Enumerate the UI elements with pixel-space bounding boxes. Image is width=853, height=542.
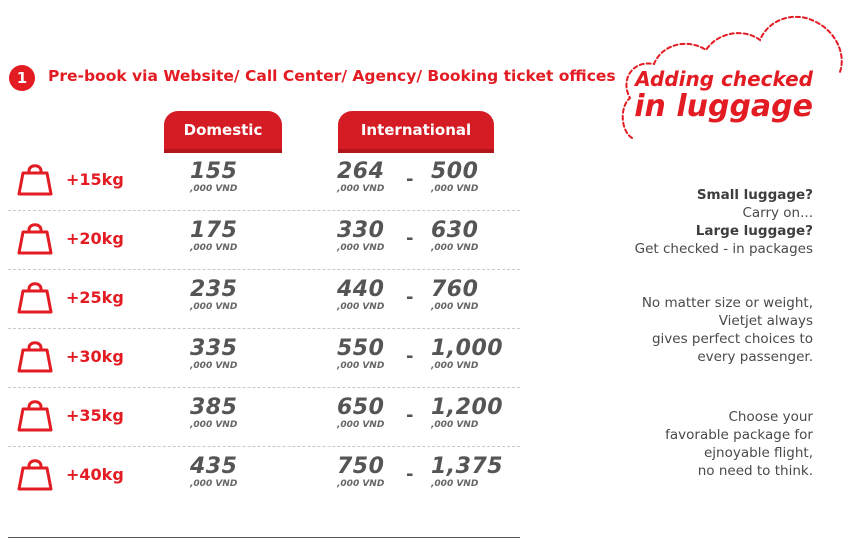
price-unit: ,000 VND — [431, 243, 479, 253]
luggage-bag-icon — [16, 220, 54, 256]
domestic-price-value: 235 — [190, 277, 238, 302]
domestic-price — [190, 220, 237, 253]
weight-label: +20kg — [66, 229, 124, 248]
domestic-price-value: 435 — [190, 454, 238, 479]
international-max-value: 760 — [431, 277, 479, 302]
small-luggage-question: Small luggage? — [696, 187, 813, 203]
international-max-value: 500 — [431, 159, 479, 184]
range-dash: - — [406, 228, 414, 249]
price-unit: ,000 VND — [431, 184, 479, 194]
luggage-bag-icon — [16, 161, 54, 197]
international-price-max — [431, 338, 503, 371]
paragraph-line: gives perfect choices to — [651, 331, 813, 347]
price-unit: ,000 VND — [190, 184, 238, 194]
paragraph-line: favorable package for — [665, 427, 813, 443]
luggage-tip — [635, 186, 813, 258]
large-luggage-question: Large luggage? — [695, 223, 813, 239]
table-row — [0, 270, 520, 329]
weight-label: +15kg — [66, 170, 124, 189]
domestic-price-value: 155 — [190, 159, 238, 184]
table-row — [0, 211, 520, 270]
international-min-value: 650 — [337, 395, 385, 420]
choose-package-paragraph — [665, 408, 813, 480]
international-max-value: 630 — [431, 218, 479, 243]
international-price-max — [431, 220, 478, 253]
step-title: Pre-book via Website/ Call Center/ Agency/ Booking ticket offices — [48, 67, 616, 85]
weight-label: +35kg — [66, 406, 124, 425]
international-min-value: 440 — [337, 277, 385, 302]
step-number-badge: 1 — [9, 65, 35, 91]
price-unit: ,000 VND — [190, 420, 238, 430]
international-price-min — [337, 161, 384, 194]
domestic-column-header: Domestic — [164, 111, 282, 153]
international-min-value: 750 — [337, 454, 385, 479]
domestic-price — [190, 456, 237, 489]
international-max-value: 1,200 — [431, 395, 504, 420]
price-unit: ,000 VND — [431, 420, 479, 430]
weight-label: +25kg — [66, 288, 124, 307]
domestic-price — [190, 338, 237, 371]
international-price-max — [431, 161, 478, 194]
domestic-price-value: 385 — [190, 395, 238, 420]
international-max-value: 1,375 — [431, 454, 504, 479]
price-unit: ,000 VND — [337, 184, 385, 194]
price-unit: ,000 VND — [190, 243, 238, 253]
range-dash: - — [406, 346, 414, 367]
price-unit: ,000 VND — [431, 361, 479, 371]
domestic-price — [190, 161, 237, 194]
weight-label: +40kg — [66, 465, 124, 484]
international-price-max — [431, 397, 503, 430]
weight-label: +30kg — [66, 347, 124, 366]
table-row — [0, 152, 520, 211]
cloud-title-line2: in luggage — [634, 89, 813, 124]
range-dash: - — [406, 169, 414, 190]
international-price-min — [337, 279, 384, 312]
international-min-value: 264 — [337, 159, 385, 184]
table-bottom-rule — [8, 537, 520, 538]
luggage-bag-icon — [16, 338, 54, 374]
small-luggage-answer: Carry on... — [742, 205, 813, 221]
large-luggage-answer: Get checked - in packages — [634, 241, 813, 257]
domestic-price — [190, 279, 237, 312]
range-dash: - — [406, 287, 414, 308]
luggage-bag-icon — [16, 279, 54, 315]
luggage-bag-icon — [16, 456, 54, 492]
price-unit: ,000 VND — [431, 479, 479, 489]
price-unit: ,000 VND — [190, 361, 238, 371]
price-unit: ,000 VND — [190, 302, 238, 312]
table-row — [0, 388, 520, 447]
international-min-value: 330 — [337, 218, 385, 243]
price-unit: ,000 VND — [337, 302, 385, 312]
price-unit: ,000 VND — [337, 420, 385, 430]
international-price-min — [337, 338, 384, 371]
range-dash: - — [406, 405, 414, 426]
price-unit: ,000 VND — [431, 302, 479, 312]
cloud-title — [634, 69, 813, 122]
international-price-max — [431, 456, 503, 489]
price-unit: ,000 VND — [337, 479, 385, 489]
international-price-min — [337, 456, 384, 489]
luggage-bag-icon — [16, 397, 54, 433]
paragraph-line: every passenger. — [697, 349, 813, 365]
range-dash: - — [406, 464, 414, 485]
international-max-value: 1,000 — [431, 336, 504, 361]
paragraph-line: no need to think. — [697, 463, 813, 479]
size-weight-paragraph — [642, 294, 813, 366]
domestic-price-value: 335 — [190, 336, 238, 361]
paragraph-line: No matter size or weight, — [641, 295, 813, 311]
cloud-title-line1: Adding checked — [635, 67, 813, 91]
paragraph-line: Vietjet always — [718, 313, 813, 329]
price-unit: ,000 VND — [190, 479, 238, 489]
price-unit: ,000 VND — [337, 243, 385, 253]
domestic-price — [190, 397, 237, 430]
international-column-header: International — [338, 111, 494, 153]
international-price-max — [431, 279, 478, 312]
domestic-price-value: 175 — [190, 218, 238, 243]
international-price-min — [337, 220, 384, 253]
table-row — [0, 329, 520, 388]
paragraph-line: Choose your — [728, 409, 813, 425]
international-price-min — [337, 397, 384, 430]
international-min-value: 550 — [337, 336, 385, 361]
paragraph-line: ejnoyable flight, — [703, 445, 813, 461]
table-row — [0, 447, 520, 506]
price-unit: ,000 VND — [337, 361, 385, 371]
